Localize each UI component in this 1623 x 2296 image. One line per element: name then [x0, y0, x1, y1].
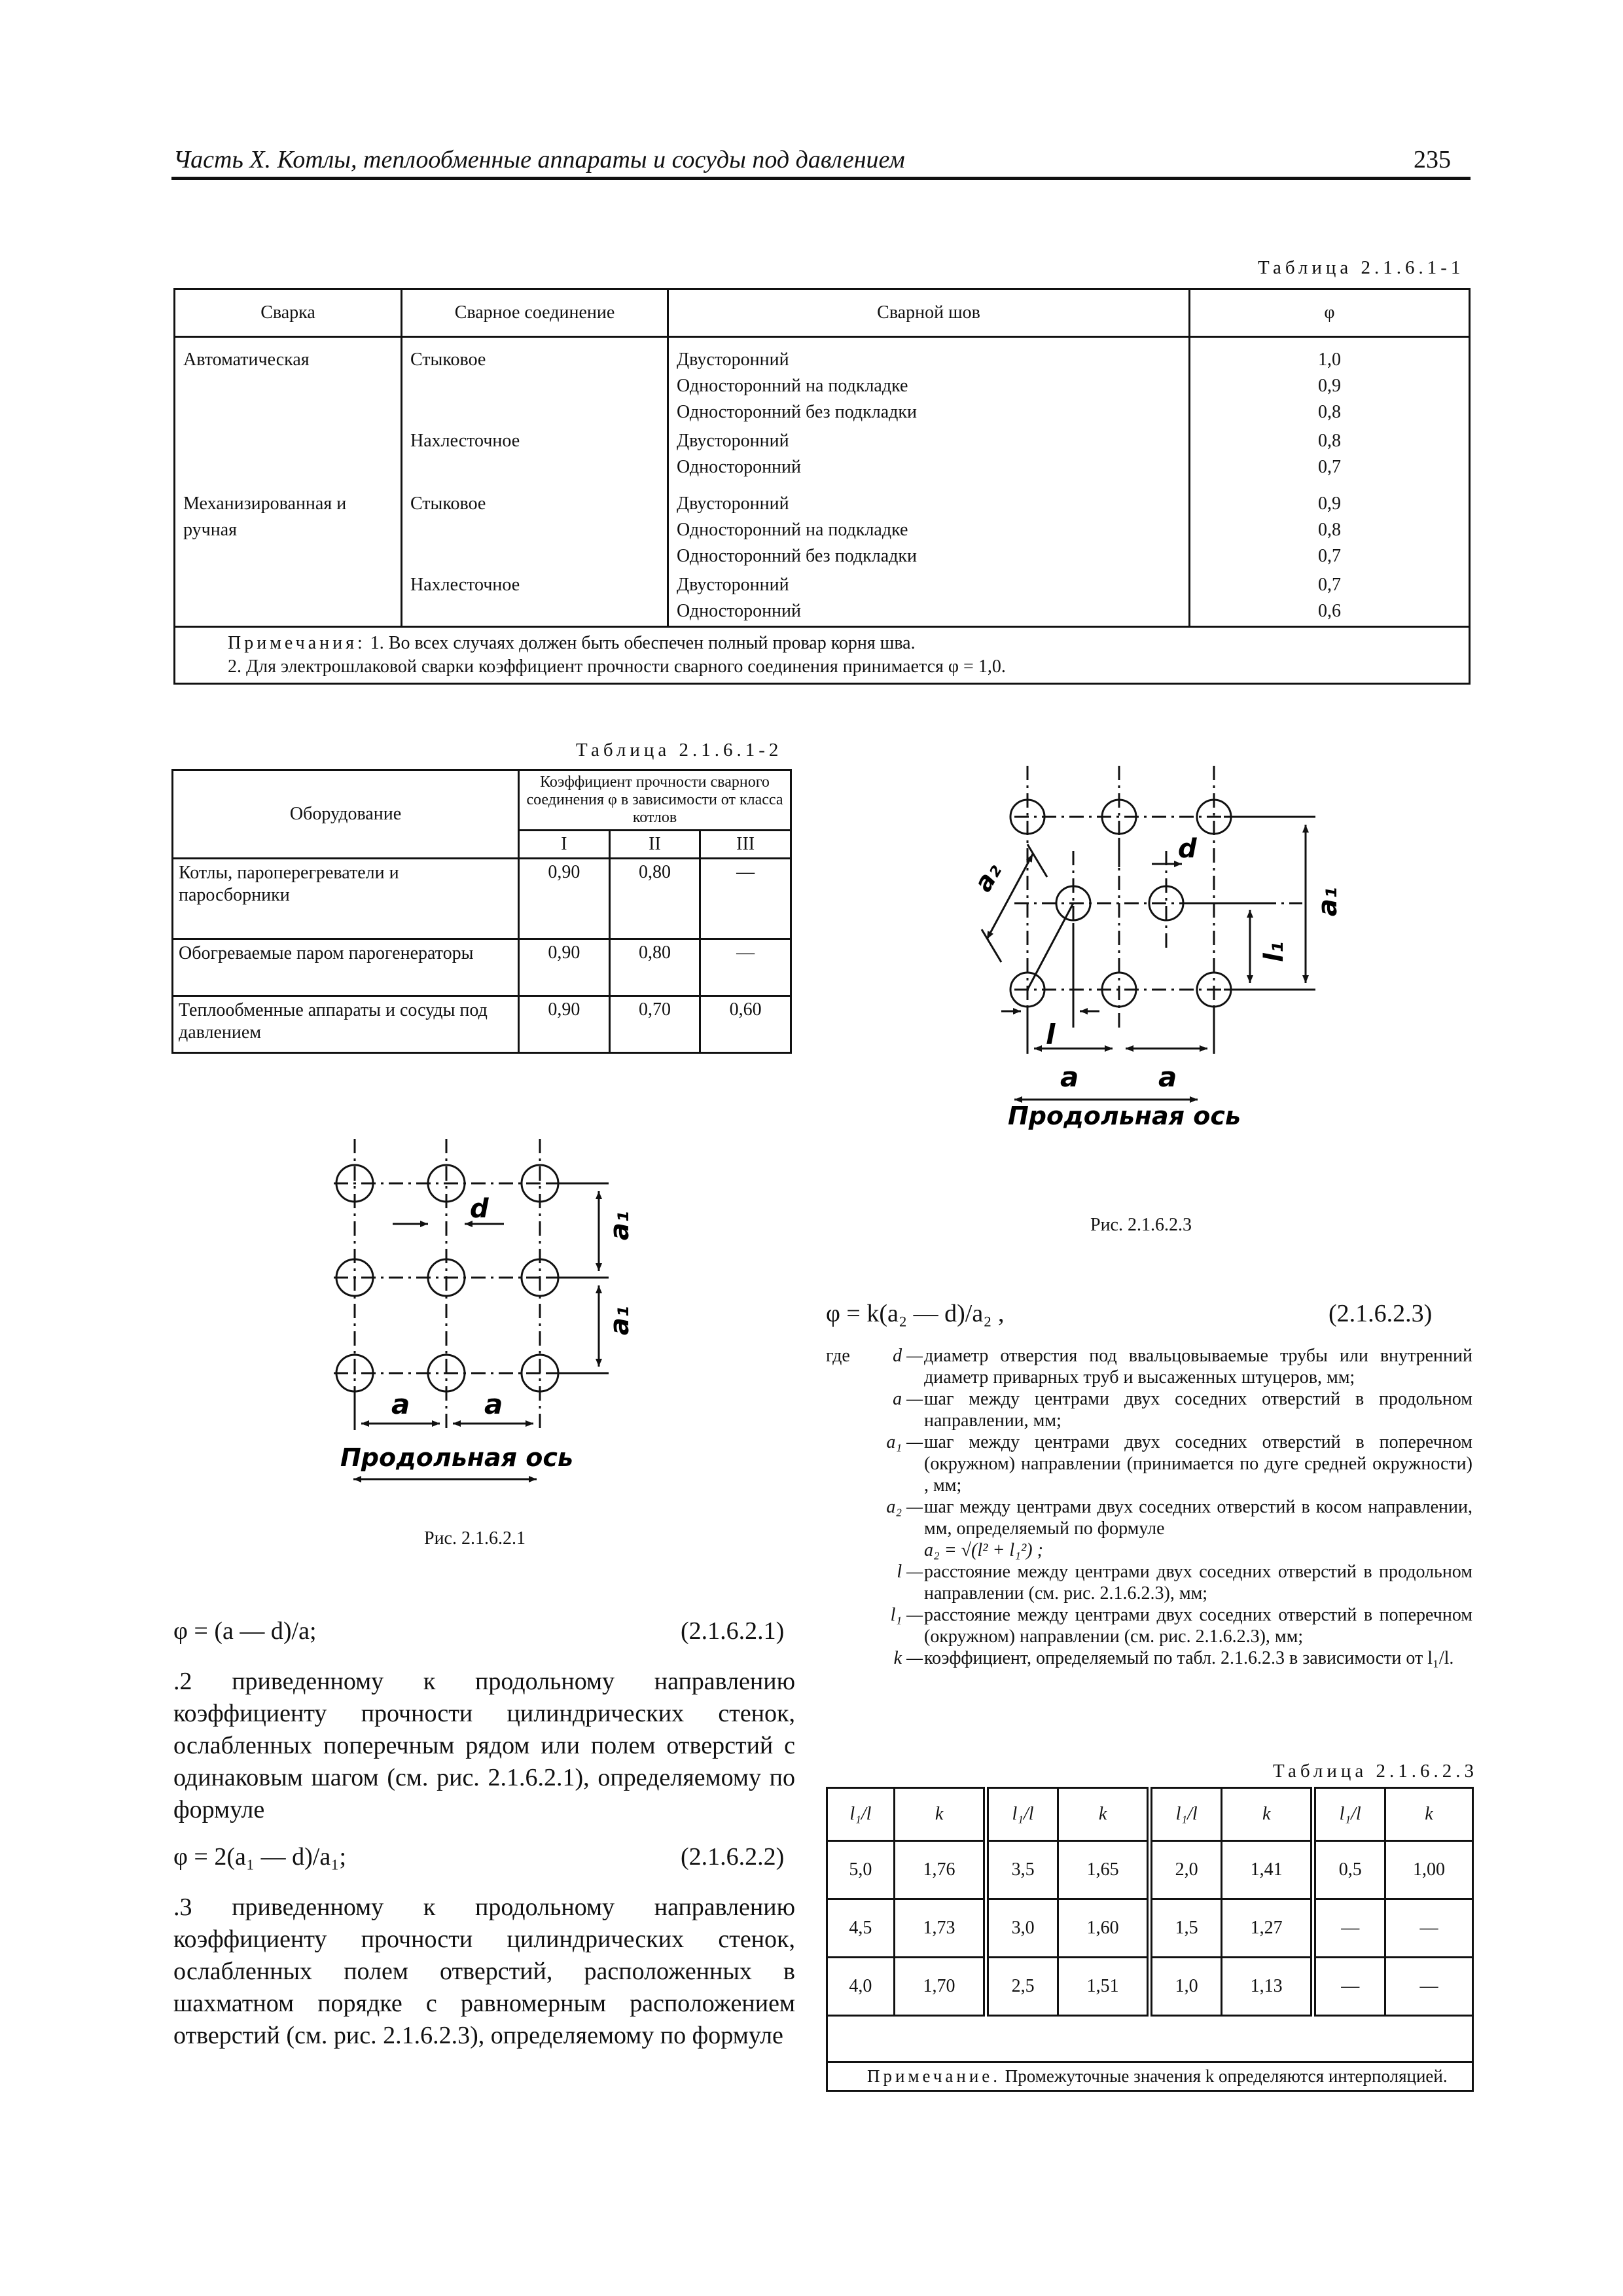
table1-values — [1190, 571, 1470, 627]
seam-label: Односторонний без подкладки — [677, 546, 917, 566]
definition-symbol: a₂ — — [886, 1497, 923, 1517]
table2-value: 0,80 — [609, 859, 700, 939]
table3-spacer — [827, 2016, 1473, 2062]
table1-values — [1190, 337, 1470, 427]
formula-2-1-6-2-3-number: (2.1.6.2.3) — [1329, 1300, 1433, 1327]
formula-2-1-6-2-1-number: (2.1.6.2.1) — [681, 1617, 785, 1645]
table-row — [827, 1899, 1473, 1958]
table1-joint — [402, 427, 668, 482]
table3-cell: 2,0 — [1150, 1841, 1221, 1899]
definition-symbol: d — — [893, 1346, 923, 1366]
table3-cell: 1,65 — [1058, 1841, 1150, 1899]
hole-grid — [334, 1139, 609, 1479]
table2-equipment: Обогреваемые паром парогенераторы — [173, 939, 519, 996]
table3-cell: 5,0 — [827, 1841, 895, 1899]
phi-value: 0,9 — [1318, 493, 1341, 514]
fig3-caption: Рис. 2.1.6.2.3 — [1090, 1215, 1192, 1235]
paragraph-2: .2 приведенному к продольному направлению коэффициенту прочности цилиндрических стенок, ослабленных поперечным рядом или полем отверстий с одинаковым шагом (см. рис. 2.1.6.2.1), определяемому по формуле — [173, 1668, 795, 1823]
phi-value: 0,8 — [1318, 431, 1341, 451]
table1-header-seam: Сварной шов — [668, 289, 1190, 337]
table3-cell: 4,0 — [827, 1958, 895, 2016]
table1-header-phi: φ — [1190, 289, 1470, 337]
joint-type: Нахлесточное — [410, 575, 520, 595]
table1-header-joint: Сварное соединение — [402, 289, 668, 337]
seam-label: Двусторонний — [677, 350, 789, 370]
figure-2-1-6-2-1 — [308, 1126, 674, 1492]
definition-symbol: a — — [893, 1389, 923, 1409]
table3-header-k: k — [1058, 1788, 1150, 1841]
definition-symbol: k — — [893, 1648, 923, 1668]
paragraph-3: .3 приведенному к продольному направлению коэффициенту прочности цилиндрических стенок, ослабленных полем отверстий, расположенных в шахматном порядке с равномерным расположением отверстий (см. рис. 2.1.6.2.3), определяемому по формуле — [173, 1893, 795, 2049]
definition-text: диаметр отверстия под ввальцовываемые трубы или внутренний диаметр приварных труб и высаженных штуцеров, мм; — [924, 1346, 1472, 1388]
fig1-label-d: d — [470, 1194, 489, 1224]
seam-label: Двусторонний — [677, 493, 789, 514]
table3-cell: 1,76 — [894, 1841, 986, 1899]
table2-value: — — [700, 859, 791, 939]
definition-text: коэффициент, определяемый по табл. 2.1.6.2.3 в зависимости от l₁/l. — [924, 1648, 1454, 1668]
definition-item — [826, 1539, 1472, 1561]
definition-item — [826, 1388, 1472, 1431]
figure-2-1-6-2-3 — [936, 753, 1394, 1158]
table3-note — [827, 2062, 1473, 2091]
table3-cell: 1,00 — [1385, 1841, 1472, 1899]
fig3-label-a-left: a — [1060, 1061, 1079, 1093]
definition-item — [826, 1345, 1472, 1388]
seam-label: Односторонний на подкладке — [677, 520, 908, 540]
table1-joint — [402, 337, 668, 427]
table2-value: 0,80 — [609, 939, 700, 996]
table1-joint — [402, 482, 668, 571]
fig3-label-a1: a₁ — [1313, 887, 1343, 916]
table3-cell: 1,70 — [894, 1958, 986, 2016]
formula-2-1-6-2-3: φ = k(a₂ — d)/a₂ , — [826, 1300, 1005, 1327]
table-row — [827, 2016, 1473, 2062]
definition-text: шаг между центрами двух соседних отверстий в поперечном (окружном) направлении (принимается по дуге средней окружности) , мм; — [924, 1432, 1472, 1496]
table1-seams — [668, 337, 1190, 427]
table3-note-row — [827, 2062, 1473, 2091]
definition-text: расстояние между центрами двух соседних отверстий в продольном направлении (см. рис. 2.1.6.2.3), мм; — [924, 1562, 1472, 1604]
table1-note-line-2: 2. Для электрошлаковой сварки коэффициент прочности сварного соединения принимается φ = 1,0. — [228, 656, 1006, 677]
joint-type: Нахлесточное — [410, 431, 520, 451]
table-row — [173, 859, 791, 939]
table2-header-equipment: Оборудование — [173, 770, 519, 859]
table1-welding-manual: Механизированная и ручная — [175, 482, 402, 627]
table3-cell: — — [1385, 1958, 1472, 2016]
table3-cell: 1,13 — [1221, 1958, 1313, 2016]
phi-value: 0,7 — [1318, 546, 1341, 566]
table3-cell: 3,5 — [986, 1841, 1058, 1899]
table1-seams — [668, 482, 1190, 571]
table2-class: II — [609, 831, 700, 859]
fig1-label-a1-lower: a₁ — [605, 1306, 635, 1335]
table2-value: 0,90 — [519, 996, 610, 1053]
table1-note — [175, 627, 1470, 684]
joint-type: Стыковое — [410, 350, 486, 370]
definition-symbol: l₁ — — [890, 1605, 923, 1625]
table-row — [175, 337, 1470, 427]
table-2-1-6-1-1 — [173, 288, 1471, 685]
fig3-label-l1: l₁ — [1259, 941, 1289, 962]
table2-value: — — [700, 939, 791, 996]
table3-cell: 1,51 — [1058, 1958, 1150, 2016]
fig3-label-l: l — [1046, 1018, 1056, 1050]
phi-value: 0,8 — [1318, 520, 1341, 540]
note-text: 1. Во всех случаях должен быть обеспечен полный провар корня шва. — [370, 633, 916, 653]
table-row — [175, 482, 1470, 571]
phi-value: 0,7 — [1318, 457, 1341, 477]
table2-equipment: Котлы, пароперегреватели и паросборники — [173, 859, 519, 939]
table-row — [827, 1841, 1473, 1899]
table3-cell: 1,60 — [1058, 1899, 1150, 1958]
table1-seams — [668, 427, 1190, 482]
definition-item — [826, 1647, 1472, 1669]
table3-cell: 1,0 — [1150, 1958, 1221, 2016]
definition-item — [826, 1431, 1472, 1496]
table-row — [173, 996, 791, 1053]
definition-text: шаг между центрами двух соседних отверстий в продольном направлении, мм; — [924, 1389, 1472, 1431]
table2-value: 0,90 — [519, 939, 610, 996]
table3-cell: 4,5 — [827, 1899, 895, 1958]
table3-caption: Таблица 2.1.6.2.3 — [1273, 1761, 1478, 1782]
table-row — [173, 939, 791, 996]
table2-equipment: Теплообменные аппараты и сосуды под давлением — [173, 996, 519, 1053]
page-number: 235 — [1414, 146, 1451, 173]
definition-formula-a2: a₂ = √(l² + l₁²) ; — [924, 1540, 1043, 1560]
fig3-label-a-right: a — [1158, 1061, 1177, 1093]
fig3-axis-label: Продольная ось — [1008, 1102, 1241, 1130]
table-row — [827, 1958, 1473, 2016]
table3-header-k: k — [894, 1788, 986, 1841]
table2-header-coef: Коэффициент прочности сварного соединения φ в зависимости от класса котлов — [519, 770, 791, 831]
where-label: где — [826, 1346, 850, 1366]
table3-header-k: k — [1385, 1788, 1472, 1841]
phi-value: 0,7 — [1318, 575, 1341, 595]
table1-welding-auto: Автоматическая — [175, 337, 402, 482]
table3-header-ratio: l₁/l — [1313, 1788, 1385, 1841]
table2-value: 0,60 — [700, 996, 791, 1053]
fig1-caption: Рис. 2.1.6.2.1 — [424, 1528, 526, 1549]
table2-class: III — [700, 831, 791, 859]
table3-cell: — — [1313, 1899, 1385, 1958]
fig1-axis-label: Продольная ось — [340, 1443, 573, 1472]
running-header-title: Часть X. Котлы, теплообменные аппараты и сосуды под давлением — [173, 146, 905, 173]
table3-cell: 0,5 — [1313, 1841, 1385, 1899]
table3-cell: 1,73 — [894, 1899, 986, 1958]
table3-header-k: k — [1221, 1788, 1313, 1841]
table-2-1-6-2-3 — [826, 1787, 1474, 2092]
table3-cell: 1,5 — [1150, 1899, 1221, 1958]
note-text: Промежуточные значения k определяются интерполяцией. — [1005, 2066, 1448, 2086]
definition-symbol: a₁ — — [886, 1432, 923, 1452]
definition-item — [826, 1496, 1472, 1539]
fig1-label-a-left: a — [391, 1388, 410, 1420]
table1-header-welding: Сварка — [175, 289, 402, 337]
definition-item — [826, 1604, 1472, 1647]
table1-values — [1190, 427, 1470, 482]
phi-value: 1,0 — [1318, 350, 1341, 370]
table1-seams — [668, 571, 1190, 627]
table1-note-line-1 — [228, 632, 1416, 655]
definition-symbol: l — — [897, 1562, 923, 1582]
table2-class: I — [519, 831, 610, 859]
table1-values — [1190, 482, 1470, 571]
header-rule — [171, 177, 1471, 180]
fig1-label-a1-upper: a₁ — [605, 1211, 635, 1240]
seam-label: Односторонний — [677, 457, 802, 477]
staggered-hole-grid — [982, 766, 1315, 1100]
table2-value: 0,90 — [519, 859, 610, 939]
table3-header-ratio: l₁/l — [827, 1788, 895, 1841]
fig3-label-d: d — [1178, 834, 1197, 864]
table3-cell: 1,27 — [1221, 1899, 1313, 1958]
definition-text: шаг между центрами двух соседних отверстий в косом направлении, мм, определяемый по формуле — [924, 1497, 1472, 1539]
seam-label: Односторонний на подкладке — [677, 376, 908, 396]
table2-caption: Таблица 2.1.6.1-2 — [576, 740, 783, 761]
fig1-label-a-right: a — [484, 1388, 503, 1420]
seam-label: Односторонний — [677, 601, 802, 621]
table3-cell: 2,5 — [986, 1958, 1058, 2016]
table3-cell: — — [1385, 1899, 1472, 1958]
definition-item — [826, 1561, 1472, 1604]
definitions-list — [826, 1345, 1472, 1669]
phi-value: 0,9 — [1318, 376, 1341, 396]
table3-header-ratio: l₁/l — [1150, 1788, 1221, 1841]
table-2-1-6-1-2 — [171, 769, 792, 1054]
table3-header-ratio: l₁/l — [986, 1788, 1058, 1841]
formula-2-1-6-2-2: φ = 2(a₁ — d)/a₁; — [173, 1843, 347, 1871]
fig3-label-a2: a₂ — [968, 857, 1007, 897]
table3-cell: — — [1313, 1958, 1385, 2016]
seam-label: Двусторонний — [677, 431, 789, 451]
seam-label: Двусторонний — [677, 575, 789, 595]
table3-cell: 3,0 — [986, 1899, 1058, 1958]
table1-note-row — [175, 627, 1470, 684]
table1-caption: Таблица 2.1.6.1-1 — [1258, 257, 1465, 278]
formula-2-1-6-2-2-number: (2.1.6.2.2) — [681, 1843, 785, 1871]
formula-2-1-6-2-1: φ = (a — d)/a; — [173, 1617, 317, 1645]
phi-value: 0,8 — [1318, 402, 1341, 422]
joint-type: Стыковое — [410, 493, 486, 514]
table1-joint — [402, 571, 668, 627]
note-label: Примечание. — [867, 2066, 1001, 2086]
note-label: Примечания: — [228, 633, 366, 653]
phi-value: 0,6 — [1318, 601, 1341, 621]
definition-text: расстояние между центрами двух соседних отверстий в поперечном (окружном) направлении (см. рис. 2.1.6.2.3), мм; — [924, 1605, 1472, 1647]
seam-label: Односторонний без подкладки — [677, 402, 917, 422]
table2-value: 0,70 — [609, 996, 700, 1053]
table3-cell: 1,41 — [1221, 1841, 1313, 1899]
